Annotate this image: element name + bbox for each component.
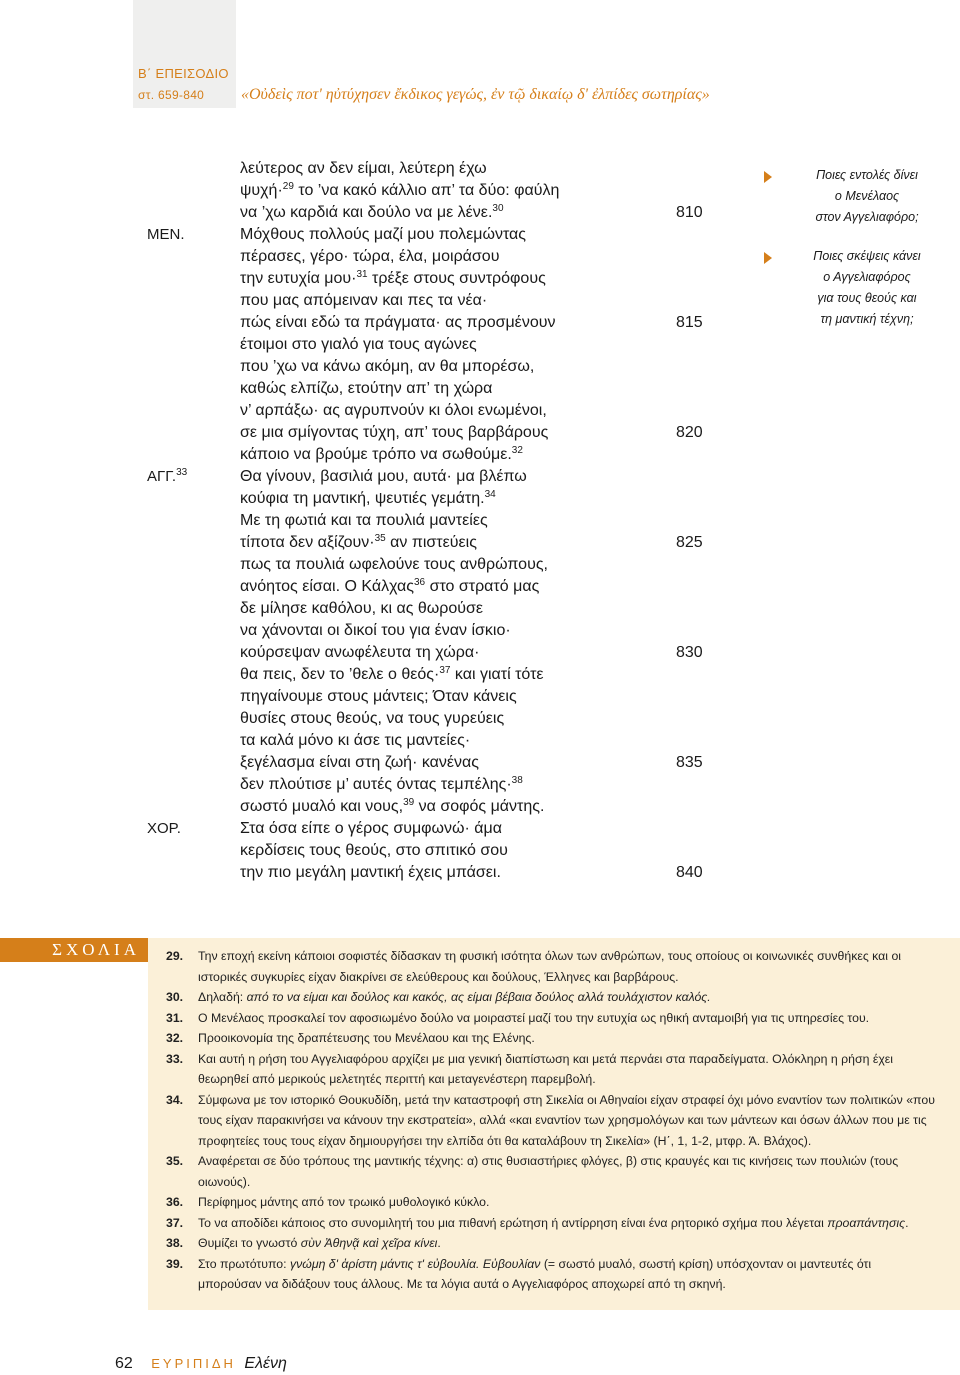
note-text: Στο πρωτότυπο: γνώμη δ' ἀρίστη μάντις τ' εὐβουλία. Εὐβουλίαν (= σωστό μυαλό, σωστή κρίση) υπόσχονταν οι μαντευτές ότι μπορούσαν να διδάξουν τους άλλους. Με τα λόγια αυτά ο Αγγελιαφόρος αποχωρεί από τη σκηνή. (198, 1256, 872, 1291)
verse-line (0, 752, 960, 774)
verse-line (0, 818, 960, 840)
verse-line (0, 510, 960, 532)
note-text: Περίφημος μάντης από τον τρωικό μυθολογικό κύκλο. (198, 1195, 490, 1209)
verse-text: δεν πλούτισε μ’ αυτές όντας τεμπέλης·$^{38}$ (240, 775, 523, 793)
verse-line (0, 576, 960, 598)
verse-text: κερδίσεις τους θεούς, στο σπιτικό σου (240, 842, 508, 859)
verse-text: πώς είναι εδώ τα πράγματα· ας προσμένουν (240, 314, 556, 331)
verse-line (0, 422, 960, 444)
note-number: 32. (166, 1031, 184, 1045)
verse-line (0, 400, 960, 422)
line-number: 815 (676, 314, 703, 331)
episode-quote: «Οὐδεὶς ποτ' ηὐτύχησεν ἔκδικος γεγώς, ἐν τῷ δικαίῳ δ' ἐλπίδες σωτηρίας» (241, 86, 710, 103)
verse-line (0, 774, 960, 796)
bullet-icon (764, 250, 772, 262)
note-text: Δηλαδή: από το να είμαι και δούλος και κακός, ας είμαι βέβαια δούλος αλλά τουλάχιστον καλός. (198, 990, 711, 1004)
line-number: 830 (676, 644, 703, 661)
note-item (166, 1213, 938, 1234)
verse-text: Μόχθους πολλούς μαζί μου πολεμώντας (240, 226, 527, 243)
verse-text: την ευτυχία μου·$^{31}$ τρέξε στους συντρόφους (240, 269, 546, 287)
verse-text: πως τα πουλιά ωφελούνε τους ανθρώπους, (240, 556, 548, 573)
side-question-line: για τους θεούς και (817, 291, 917, 305)
verse-line (0, 708, 960, 730)
speaker-label: ΜΕΝ. (147, 226, 185, 243)
note-text: Θυμίζει το γνωστό σὺν Ἀθηνᾷ καὶ χεῖρα κίνει. (198, 1236, 441, 1250)
verse-line (0, 620, 960, 642)
verse-line (0, 840, 960, 862)
note-item (166, 1151, 938, 1192)
page-number: 62 (115, 1355, 133, 1372)
verse-text: Θα γίνουν, βασιλιά μου, αυτά· μα βλέπω (240, 468, 527, 485)
verse-text: κούρσεψαν ανωφέλευτα τη χώρα· (240, 644, 480, 661)
speaker-label: ΧΟΡ. (147, 820, 181, 837)
verse-text: θα πεις, δεν το ’θελε ο θεός·$^{37}$ και γιατί τότε (240, 665, 544, 683)
episode-lines: στ. 659-840 (138, 88, 205, 102)
verse-text: τίποτα δεν αξίζουν·$^{35}$ αν πιστεύεις (240, 533, 477, 551)
line-number: 810 (676, 204, 703, 221)
side-question-line: ο Αγγελιαφόρος (823, 270, 911, 284)
side-question-line: στον Αγγελιαφόρο; (815, 210, 919, 224)
verse-text: ξεγέλασμα είναι στη ζωή· κανένας (240, 754, 479, 771)
verse-text: την πιο μεγάλη μαντική έχεις μπάσει. (240, 864, 501, 881)
verse-text: να ’χω καρδιά και δούλο να με λένε.$^{30}$ (240, 203, 504, 221)
note-number: 31. (166, 1010, 184, 1025)
verse-line (0, 444, 960, 466)
speaker-label: ΑΓΓ.$^{33}$ (147, 467, 188, 485)
footer (115, 1355, 287, 1373)
footer-author: ΕΥΡΙΠΙΔΗ (151, 1356, 236, 1371)
note-text: Προοικονομία της δραπέτευσης του Μενέλαου και της Ελένης. (198, 1031, 535, 1045)
note-number: 33. (166, 1051, 184, 1066)
note-item (166, 987, 938, 1008)
footer-work: Ελένη (244, 1355, 287, 1372)
verse-text: έτοιμοι στο γιαλό για τους αγώνες (240, 336, 477, 353)
side-question-line: ο Μενέλαος (834, 189, 900, 203)
note-number: 39. (166, 1256, 184, 1271)
side-question-1 (774, 165, 960, 228)
note-number: 36. (166, 1195, 184, 1209)
verse-text: ψυχή·$^{29}$ το ’να κακό κάλλιο απ’ τα δύο: φαύλη (240, 181, 560, 199)
note-number: 35. (166, 1154, 184, 1168)
note-text: Σύμφωνα με τον ιστορικό Θουκυδίδη, μετά την καταστροφή στη Σικελία οι Αθηναίοι είχαν στραφεί όχι μόνο εναντίον των πολιτικών «που τους είχαν παρακινήσει να κάνουν την εκστρατεία», αλλά «και εναντίον των χρησμολόγων και των μάντεων και όσων άλλων που με τις προφητείες τους τους είχαν δημιουργήσει την ελπίδα ότι θα καταλάβουν τη Σικελία» (Η΄, 1, 1-2, μτφρ. Ά. Βλάχος). (198, 1092, 935, 1148)
line-number: 820 (676, 424, 703, 441)
verse-text: θυσίες στους θεούς, να τους γυρεύεις (240, 710, 505, 727)
verse-line (0, 686, 960, 708)
verse-text: λεύτερος αν δεν είμαι, λεύτερη έχω (240, 160, 487, 177)
verse-line (0, 488, 960, 510)
verse-line (0, 664, 960, 686)
note-number: 38. (166, 1236, 184, 1250)
verse-line (0, 466, 960, 488)
episode-title: Β΄ ΕΠΕΙΣΟΔΙΟ (138, 66, 229, 81)
verse-line (0, 796, 960, 818)
verse-text: ν’ αρπάξω· ας αγρυπνούν κι όλοι ενωμένοι, (240, 402, 547, 419)
verse-text: σωστό μυαλό και νους,$^{39}$ να σοφός μάντης. (240, 797, 545, 815)
note-number: 29. (166, 949, 184, 963)
verse-text: να χάνονται οι δικοί του για έναν ίσκιο· (240, 622, 511, 639)
note-number: 30. (166, 990, 184, 1004)
side-question-2 (774, 246, 960, 330)
note-text: Ο Μενέλαος προσκαλεί τον αφοσιωμένο δούλο να μοιραστεί μαζί του την ευτυχία ως ηθική ανταμοιβή για τις υπηρεσίες του. (198, 1010, 870, 1025)
note-number: 34. (166, 1092, 184, 1107)
verse-text: Με τη φωτιά και τα πουλιά μαντείες (240, 512, 488, 529)
note-text: Το να αποδίδει κάποιος στο συνομιλητή του μια πιθανή ερώτηση ή αντίρρηση είναι ένα ρητορικό σχήμα που λέγεται προαπάντησις. (198, 1215, 909, 1230)
side-question-line: Ποιες εντολές δίνει (816, 168, 918, 182)
line-number: 825 (676, 534, 703, 551)
verse-line (0, 730, 960, 752)
scholia-tab (0, 938, 148, 962)
note-number: 37. (166, 1215, 184, 1230)
side-question-line: τη μαντική τέχνη; (820, 312, 914, 326)
bullet-icon (764, 169, 772, 181)
verse-line (0, 598, 960, 620)
notes-list (166, 946, 938, 1295)
verse-text: κούφια τη μαντική, ψευτιές γεμάτη.$^{34}$ (240, 489, 496, 507)
note-item (166, 946, 938, 987)
verse-line (0, 356, 960, 378)
verse-text: ανόητος είσαι. Ο Κάλχας$^{36}$ στο στρατό μας (240, 577, 540, 595)
note-text: Και αυτή η ρήση του Αγγελιαφόρου αρχίζει με μια γενική διαπίστωση και μετά περνάει στα παραδείγματα. Ολόκληρη η ρήση έχει θεωρηθεί από μερικούς μελετητές περιττή και μεταγενέστερη παρεμβολή. (198, 1051, 893, 1086)
scholia-label: ΣΧΟΛΙΑ (52, 940, 140, 959)
note-text: Την εποχή εκείνη κάποιοι σοφιστές δίδασκαν τη φυσική ισότητα όλων των ανθρώπων, τους οποίους οι κοινωνικές συνθήκες και οι ιστορικές συγκυρίες είχαν διακρίνει σε ελεύθερους και δούλους, Έλληνες και βαρβάρους. (198, 949, 902, 984)
note-item (166, 1028, 938, 1049)
verse-line (0, 554, 960, 576)
verse-text: πηγαίνουμε στους μάντεις; Όταν κάνεις (240, 688, 517, 705)
verse-line (0, 642, 960, 664)
verse-text: κάποιο να βρούμε τρόπο να σωθούμε.$^{32}$ (240, 445, 523, 463)
side-question-line: Ποιες σκέψεις κάνει (813, 249, 921, 263)
verse-text: καθώς ελπίζω, ετούτην απ’ τη χώρα (240, 380, 493, 397)
note-item (166, 1049, 938, 1090)
verse-line (0, 378, 960, 400)
note-item (166, 1192, 938, 1213)
verse-text: πέρασες, γέρο· τώρα, έλα, μοιράσου (240, 248, 500, 265)
verse-line (0, 334, 960, 356)
note-item (166, 1254, 938, 1295)
verse-text: τα καλά μόνο κι άσε τις μαντείες· (240, 732, 471, 749)
note-item (166, 1233, 938, 1254)
verse-text: που μας απόμειναν και πες τα νέα· (240, 292, 488, 309)
verse-line (0, 532, 960, 554)
verse-line (0, 862, 960, 884)
verse-text: δε μίλησε καθόλου, κι ας θωρούσε (240, 600, 484, 617)
note-text: Αναφέρεται σε δύο τρόπους της μαντικής τέχνης: α) στις θυσιαστήριες φλόγες, β) στις κραυγές και τις κινήσεις των πουλιών (τους οιωνούς). (198, 1154, 899, 1189)
verse-text: σε μια σμίγοντας τύχη, απ’ τους βαρβάρους (240, 424, 549, 441)
line-number: 835 (676, 754, 703, 771)
verse-text: Στα όσα είπε ο γέρος συμφωνώ· άμα (240, 820, 503, 837)
verse-text: που ’χω να κάνω ακόμη, αν θα μπορέσω, (240, 358, 535, 375)
note-item (166, 1090, 938, 1152)
line-number: 840 (676, 864, 703, 881)
note-item (166, 1008, 938, 1029)
